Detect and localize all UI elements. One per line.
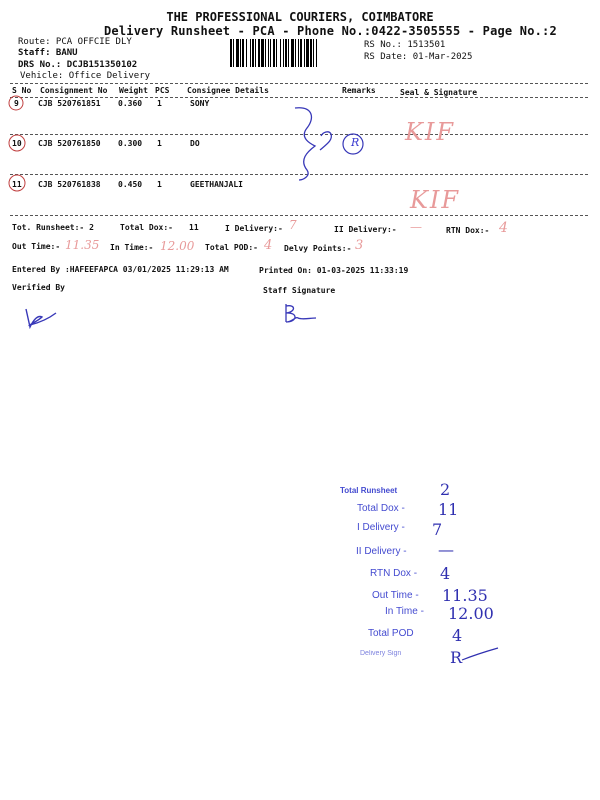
handwritten-brace <box>285 100 375 190</box>
drs-no: DRS No.: DCJB151350102 <box>18 60 138 70</box>
row-consignment: CJB 520761851 <box>38 99 101 108</box>
total-pod-value: 4 <box>264 238 273 253</box>
staff: Staff: BANU <box>18 48 78 58</box>
rtn-dox-label: RTN Dox:- <box>446 226 490 235</box>
i-delivery-label: I Delivery:- <box>225 224 283 233</box>
company-name: THE PROFESSIONAL COURIERS, COIMBATORE <box>166 10 434 24</box>
in-time-label: In Time:- <box>110 243 154 252</box>
stamp-value: 11.35 <box>442 586 488 605</box>
barcode <box>230 39 354 67</box>
stamp-value: 11 <box>438 500 459 519</box>
stamp-value: 4 <box>440 564 451 583</box>
out-time-value: 11.35 <box>65 238 100 252</box>
rtn-dox-value: 4 <box>499 220 508 236</box>
seal-mark: KIF <box>410 186 461 214</box>
i-delivery-value: 7 <box>289 218 297 232</box>
delvy-points-value: 3 <box>355 238 364 253</box>
col-weight: Weight <box>119 86 148 95</box>
row-sno: 11 <box>12 180 22 189</box>
col-pcs: PCS <box>155 86 170 95</box>
total-dox-value: 11 <box>189 223 199 232</box>
stamp-label: Total Runsheet <box>340 486 398 495</box>
staff-signature <box>270 300 330 330</box>
row-pcs: 1 <box>157 139 162 148</box>
stamp-label: II Delivery - <box>356 546 407 557</box>
stamp-label: Total Dox - <box>357 503 405 514</box>
runsheet-title: Delivery Runsheet - PCA - Phone No.:0422-3505555 - Page No.:2 <box>104 24 557 38</box>
row-consignment: CJB 520761850 <box>38 139 101 148</box>
verified-signature <box>20 305 70 335</box>
ii-delivery-value: — <box>410 220 422 234</box>
col-remarks: Remarks <box>342 86 376 95</box>
col-sno: S No <box>12 86 32 95</box>
out-time-label: Out Time:- <box>12 242 61 251</box>
divider <box>10 215 588 216</box>
stamp-value: R <box>450 648 463 667</box>
rs-date: RS Date: 01-Mar-2025 <box>364 52 473 62</box>
divider <box>10 97 588 98</box>
row-consignee: DO <box>190 139 200 148</box>
col-consignment: Consignment No <box>40 86 108 95</box>
total-pod-label: Total POD:- <box>205 243 258 252</box>
stamp-label: In Time - <box>385 606 424 617</box>
divider <box>10 83 588 84</box>
rs-no: RS No.: 1513501 <box>364 40 446 50</box>
col-consignee: Consignee Details <box>187 86 269 95</box>
total-dox-label: Total Dox:- <box>120 223 173 232</box>
stamp-label: Delivery Sign <box>360 650 402 657</box>
row-sno: 10 <box>12 139 22 148</box>
in-time-value: 12.00 <box>160 239 195 253</box>
sno-circles <box>5 94 35 194</box>
route: Route: PCA OFFCIE DLY <box>18 37 132 47</box>
seal-mark: KIF <box>405 118 456 146</box>
tot-runsheet: Tot. Runsheet:- 2 <box>12 223 94 232</box>
row-weight: 0.300 <box>118 139 143 148</box>
delvy-points-label: Delvy Points:- <box>284 244 352 253</box>
stamp-label: Out Time - <box>372 590 419 601</box>
staff-signature-label: Staff Signature <box>263 286 336 295</box>
row-pcs: 1 <box>157 99 162 108</box>
row-consignee: SONY <box>190 99 210 108</box>
row-weight: 0.450 <box>118 180 143 189</box>
vehicle: Vehicle: Office Delivery <box>20 71 151 81</box>
stamp-label: RTN Dox - <box>370 568 418 579</box>
stamp-value: — <box>438 540 454 559</box>
entered-by: Entered By :HAFEEFAPCA 03/01/2025 11:29:13 AM <box>12 265 229 274</box>
stamp-label: I Delivery - <box>357 522 405 533</box>
ii-delivery-label: II Delivery:- <box>334 225 397 234</box>
stamp-value: 7 <box>432 520 443 539</box>
verified-by-label: Verified By <box>12 283 65 292</box>
rtn-circle-mark: R <box>351 136 360 149</box>
stamp-label: Total POD <box>368 628 414 639</box>
row-pcs: 1 <box>157 180 162 189</box>
row-weight: 0.360 <box>118 99 143 108</box>
stamp-value: 2 <box>440 480 451 499</box>
row-sno: 9 <box>14 99 19 108</box>
row-consignment: CJB 520761838 <box>38 180 101 189</box>
stamp-signature-stroke <box>460 646 500 666</box>
row-consignee: GEETHANJALI <box>190 180 243 189</box>
printed-on: Printed On: 01-03-2025 11:33:19 <box>259 266 409 275</box>
stamp-value: 4 <box>452 626 463 645</box>
col-seal-signature: Seal & Signature <box>400 88 478 97</box>
stamp-value: 12.00 <box>448 604 494 623</box>
